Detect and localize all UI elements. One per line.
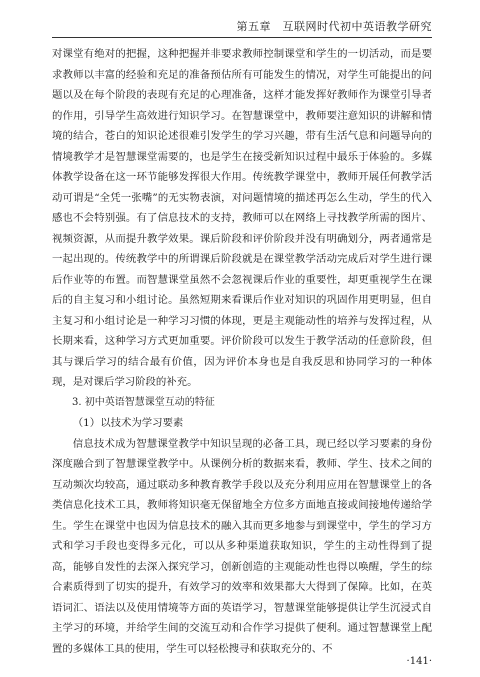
paragraph-1: 对课堂有绝对的把握，这种把握并非要求教师控制课堂和学生的一切活动，而是要求教师以丰富的经验和充足的准备预估所有可能发生的情况，对学生可能提出的问题以及在每个阶段的表现有充足的心理准备，这样才能发挥好教师作为课堂引导者的作用，引导学生高效进行知识学习。在智慧课堂中，教师要注意知识的讲解和情境的结合，苍白的知识论述很难引发学生的学习兴趣，带有生活气息和问题导向的情境教学才是智慧课堂需要的，也是学生在接受新知识过程中最乐于体验的。多媒体教学设备在这一环节能够发挥很大作用。传统教学课堂中，教师开展任何教学活动可谓是“全凭一张嘴”的无实物表演，对问题情境的描述再怎么生动，学生的代入感也不会特别强。有了信息技术的支持，教师可以在网络上寻找教学所需的图片、视频资源，从而提升教学效果。课后阶段和评价阶段并没有明确划分，两者通常是一起出现的。传统教学中的所谓课后阶段就是在课堂教学活动完成后对学生进行课后作业等的布置。而智慧课堂虽然不会忽视课后作业的重要性，却更重视学生在课后的自主复习和小组讨论。虽然短期来看课后作业对知识的巩固作用更明显，但自主复习和小组讨论是一种学习习惯的体现，更是主观能动性的培养与发挥过程，从长期来看，这种学习方式更加重要。评价阶段可以发生于教学活动的任意阶段，但其与课后学习的结合最有价值，因为评价本身也是自我反思和协同学习的一种体现，是对课后学习阶段的补充。: [52, 48, 432, 388]
body-text: [52, 44, 432, 659]
header-rule: [52, 37, 432, 38]
paragraph-2: 信息技术成为智慧课堂教学中知识呈现的必备工具，现已经以学习要素的身份深度融合到了智慧课堂教学中。从课例分析的数据来看，教师、学生、技术之间的互动频次均较高，通过联动多种教育教学手段以及充分利用应用在智慧课堂上的各类信息化技术工具，教师将知识毫无保留地全方位多方面地直接或间接地传递给学生。学生在课堂中也因为信息技术的融入其而更多地参与到课堂中，学生的学习方式和学习手段也变得多元化，可以从多种渠道获取知识，学生的主动性得到了提高，能够自发性的去深入探究学习，创新创造的主观能动性也得以唤醒，学生的综合素质得到了切实的提升，有效学习的效率和效果都大大得到了保障。比如，在英语词汇、语法以及使用情境等方面的英语学习，智慧课堂能够提供让学生沉浸式自主学习的环境，并给学生间的交流互动和合作学习提供了便利。通过智慧课堂上配置的多媒体工具的使用，学生可以轻松搜寻和获取充分的、不: [52, 437, 432, 655]
section-heading: 3. 初中英语智慧课堂互动的特征: [72, 396, 215, 408]
page-number: ·141·: [406, 656, 432, 667]
running-head: 第五章 互联网时代初中英语教学研究: [236, 20, 432, 33]
subsection-heading: （1）以技术为学习要素: [72, 417, 184, 429]
